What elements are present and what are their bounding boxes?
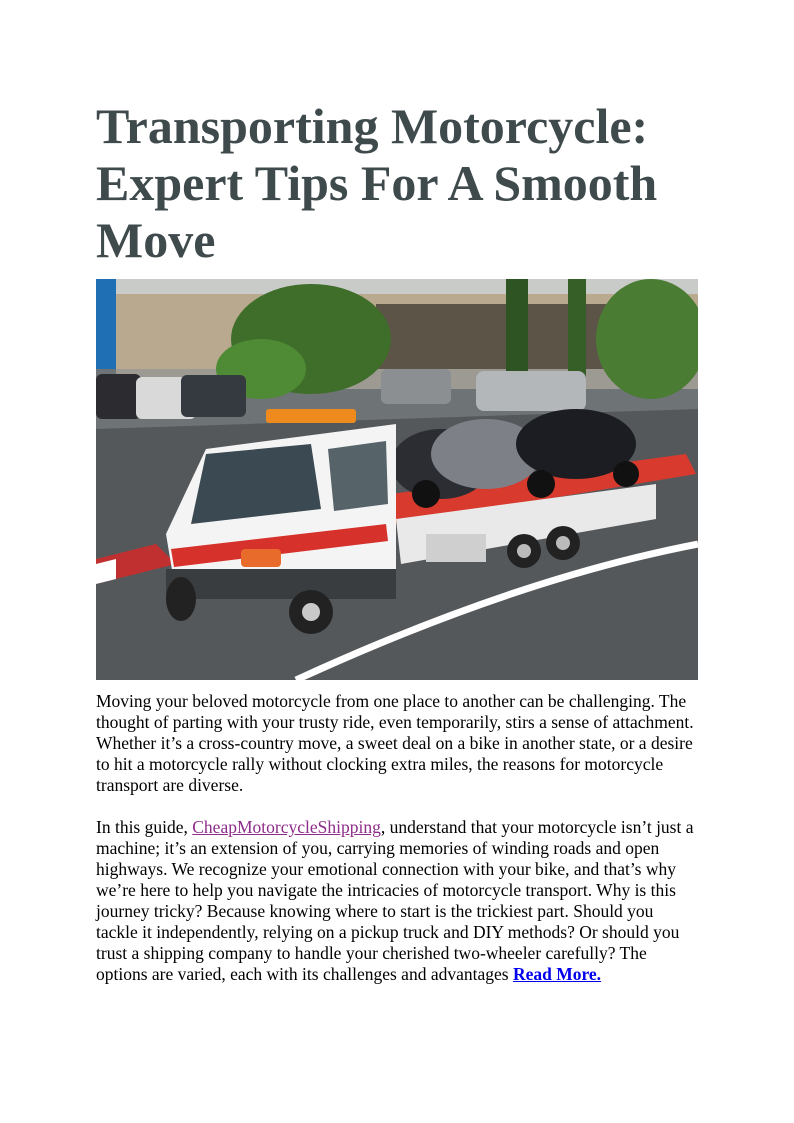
paragraph-2-prefix: In this guide, bbox=[96, 817, 193, 837]
read-more-link[interactable]: Read More. bbox=[512, 964, 602, 984]
paragraph-1: Moving your beloved motorcycle from one place to another can be challenging. The thought of parting with your trusty ride, even temporarily, stirs a sense of attachment. Whether it’s a cross-country move, a sweet deal on a bike in another state, or a desire to hit a motorcycle rally without clocking extra miles, the reasons for motorcycle transport are diverse. bbox=[96, 691, 694, 795]
paragraph-2-body: , understand that your motorcycle isn’t just a machine; it’s an extension of you, carrying memories of winding roads and open highways. We recognize your emotional connection with your bike, and that’s why we’re here to help you navigate the intricacies of motorcycle transport. Why is this journey tricky? Because knowing where to start is the trickiest part. Should you tackle it independently, relying on a pickup truck and DIY methods? Or should you trust a shipping company to handle your cherished two-wheeler carefully? The options are varied, each with its challenges and advantages bbox=[96, 817, 694, 984]
article-title: Transporting Motorcycle: Expert Tips For A Smooth Move bbox=[96, 98, 658, 268]
guide-paragraph bbox=[96, 817, 698, 985]
tow-truck-photo bbox=[96, 279, 698, 680]
hero-image bbox=[96, 279, 698, 680]
paragraph-2 bbox=[96, 817, 698, 985]
intro-paragraph bbox=[96, 691, 698, 796]
cheap-motorcycle-shipping-link[interactable]: CheapMotorcycleShipping bbox=[192, 817, 381, 837]
